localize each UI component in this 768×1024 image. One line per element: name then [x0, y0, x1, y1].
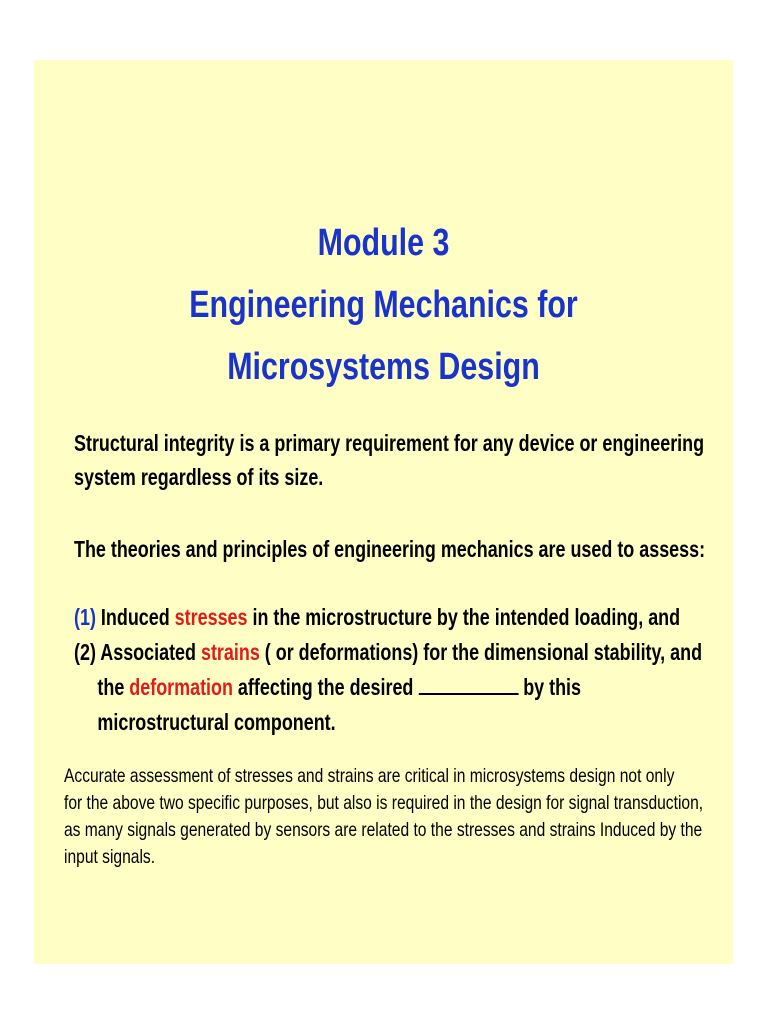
footnote-line-4: input signals.: [64, 846, 156, 868]
list-item-2-pre: Associated: [95, 639, 201, 665]
title-line-3: Microsystems Design: [227, 346, 540, 388]
list-marker-1: (1): [74, 604, 96, 630]
list-item-2: [74, 635, 702, 670]
footnote-line-3: as many signals generated by sensors are related to the stresses and strains Induced by the: [64, 819, 703, 841]
list-item-2-highlight: strains: [200, 639, 260, 665]
list-item-2-line-2: [74, 670, 702, 705]
slide-title: [104, 212, 663, 398]
list-item-1: [74, 600, 702, 635]
slide: [34, 60, 733, 964]
list-item-1-highlight: stresses: [174, 604, 248, 630]
footnote-line-1: Accurate assessment of stresses and strains are critical in microsystems design not only: [64, 765, 675, 787]
title-line-1: Module 3: [317, 222, 450, 264]
list-item-2-line2-post: affecting the desired: [232, 674, 419, 700]
list-item-1-pre: Induced: [95, 604, 175, 630]
title-line-2: Engineering Mechanics for: [189, 284, 578, 326]
assess-paragraph: [74, 532, 705, 566]
intro-line-2: system regardless of its size.: [74, 464, 324, 490]
list-item-2-line2-pre: the: [97, 674, 130, 700]
footnote-line-2: for the above two specific purposes, but also is required in the design for signal transduction,: [64, 792, 704, 814]
list-item-2-line-3: microstructural component.: [97, 709, 336, 735]
fill-in-blank: [418, 675, 518, 695]
footnote-paragraph: [64, 763, 703, 871]
list-item-1-post: in the microstructure by the intended loading, and: [247, 604, 681, 630]
assess-line: The theories and principles of engineering mechanics are used to assess:: [74, 536, 706, 562]
intro-line-1: Structural integrity is a primary requirement for any device or engineering: [74, 430, 705, 456]
intro-paragraph: [74, 426, 704, 494]
list-item-2-line2-highlight: deformation: [129, 674, 233, 700]
list-marker-2: (2): [74, 639, 96, 665]
assessment-list: [74, 600, 702, 740]
list-item-2-post: ( or deformations) for the dimensional stability, and: [259, 639, 703, 665]
list-item-2-line2-after-blank: by this: [518, 674, 582, 700]
